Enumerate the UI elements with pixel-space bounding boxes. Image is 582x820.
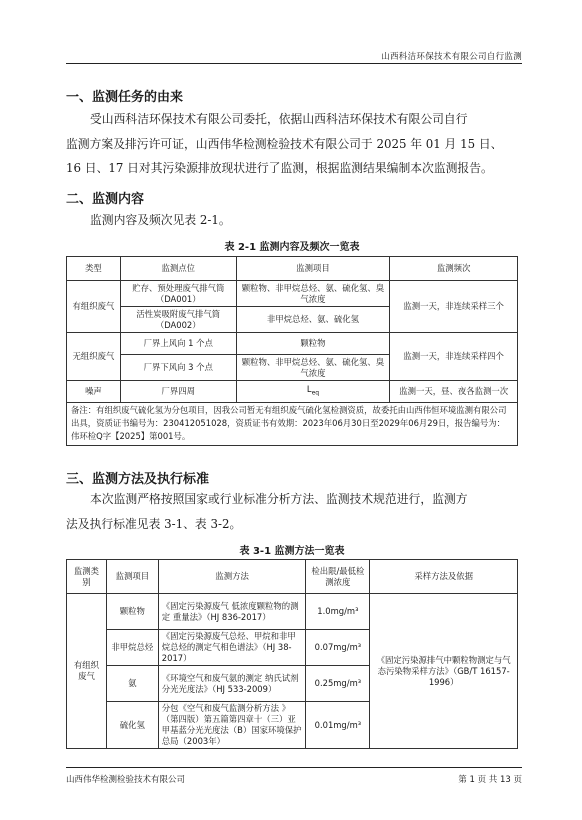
table-row: [67, 381, 518, 403]
method-cell: 分包《空气和废气监测分析方法 》（第四版）第五篇第四章十（三）亚甲基蓝分光光度法（B）国家环境保护总局（2003年）: [158, 702, 306, 749]
column-header: 监测点位: [120, 257, 236, 281]
section1-line: 受山西科洁环保技术有限公司委托，依据山西科洁环保技术有限公司自行: [90, 112, 468, 126]
section1-line: 16 日、17 日对其污染源排放现状进行了监测，根据监测结果编制本次监测报告。: [66, 161, 493, 175]
table31: [66, 559, 518, 749]
footer-rule: [66, 767, 522, 768]
column-header: 监测方法: [158, 560, 306, 594]
sampling-cell: 《固定污染源排气中颗粒物测定与气态污染物采样方法》（GB/T 16157-1996）: [370, 594, 518, 749]
item-cell: 非甲烷总烃: [106, 630, 158, 666]
frequency-cell: 监测一天，非连续采样三个: [390, 281, 518, 333]
column-header: 检出限/最低检测浓度: [306, 560, 370, 594]
table31-caption: 表 3-1 监测方法一览表: [239, 546, 345, 557]
type-cell: 噪声: [67, 381, 121, 403]
method-cell: 《固定污染源废气总烃、甲烷和非甲烷总烃的测定气相色谱法》（HJ 38-2017）: [158, 630, 306, 666]
point-cell: 活性炭吸附废气排气筒（DA002）: [120, 307, 236, 333]
item-cell: 颗粒物、非甲烷总烃、氨、硫化氢、臭气浓度: [236, 355, 390, 381]
table-row: [67, 333, 518, 355]
item-cell: 非甲烷总烃、氨、硫化氢: [236, 307, 390, 333]
column-header: 监测项目: [236, 257, 390, 281]
item-cell: 颗粒物、非甲烷总烃、氨、硫化氢、臭气浓度: [236, 281, 390, 307]
section3-line: 本次监测严格按照国家或行业标准分析方法、监测技术规范进行，监测方: [90, 492, 468, 506]
section3-line: 法及执行标准见表 3-1、表 3-2。: [66, 516, 242, 531]
section1-paragraph: [66, 107, 518, 181]
frequency-cell: 监测一天，昼、夜各监测一次: [390, 381, 518, 403]
section1-heading: 一、监测任务的由来: [66, 90, 184, 105]
limit-cell: 0.01mg/m³: [306, 702, 370, 749]
frequency-cell: 监测一天，非连续采样四个: [390, 333, 518, 381]
column-header: 采样方法及依据: [370, 560, 518, 594]
column-header: 类型: [67, 257, 121, 281]
table21-caption: 表 2-1 监测内容及频次一览表: [224, 242, 360, 253]
section3-heading: 三、监测方法及执行标准: [66, 472, 210, 487]
section1-line: 监测方案及排污许可证，山西伟华检测检验技术有限公司于 2025 年 01 月 15 日、: [66, 136, 503, 151]
section2-intro-line: 监测内容及频次见表 2-1。: [90, 213, 231, 227]
limit-cell: 0.25mg/m³: [306, 666, 370, 702]
item-cell: [236, 381, 390, 403]
table21-note: 备注：有组织废气硫化氢为分包项目，因我公司暂无有组织废气硫化氢检测资质，故委托由山西伟恒环境监测有限公司出具，资质证书编号为：230412051028，资质证书有效期：2023年06月30日至2029年06月29日，报告编号为：伟环检Q字【2025】第001号。: [66, 402, 518, 446]
column-header: 监测类别: [67, 560, 107, 594]
table21: [66, 256, 518, 403]
header-rule: [66, 63, 522, 64]
item-cell: 颗粒物: [106, 594, 158, 630]
section3-paragraph: [66, 487, 518, 536]
point-cell: 厂界下风向 3 个点: [120, 355, 236, 381]
column-header: 监测频次: [390, 257, 518, 281]
section2-intro: [66, 208, 518, 233]
table-header-row: [67, 560, 518, 594]
table-header-row: [67, 257, 518, 281]
item-cell: 氨: [106, 666, 158, 702]
leq-subscript: eq: [311, 389, 320, 397]
table-row: [67, 281, 518, 307]
category-cell: 有组织废气: [67, 594, 107, 749]
item-cell: 硫化氢: [106, 702, 158, 749]
page-number: 第 1 页 共 13 页: [458, 775, 522, 785]
limit-cell: 1.0mg/m³: [306, 594, 370, 630]
limit-cell: 0.07mg/m³: [306, 630, 370, 666]
footer-company: 山西伟华检测检验技术有限公司: [66, 775, 186, 785]
method-cell: 《固定污染源废气 低浓度颗粒物的测定 重量法》（HJ 836-2017）: [158, 594, 306, 630]
method-cell: 《环境空气和废气氨的测定 纳氏试剂分光光度法》（HJ 533-2009）: [158, 666, 306, 702]
point-cell: 贮存、预处理废气排气筒（DA001）: [120, 281, 236, 307]
point-cell: 厂界上风向 1 个点: [120, 333, 236, 355]
point-cell: 厂界四周: [120, 381, 236, 403]
type-cell: 无组织废气: [67, 333, 121, 381]
table-row: [67, 594, 518, 630]
column-header: 监测项目: [106, 560, 158, 594]
type-cell: 有组织废气: [67, 281, 121, 333]
leq-symbol: L: [306, 384, 312, 395]
page-header: 山西科洁环保技术有限公司自行监测: [381, 52, 522, 62]
item-cell: 颗粒物: [236, 333, 390, 355]
section2-heading: 二、监测内容: [66, 192, 145, 207]
